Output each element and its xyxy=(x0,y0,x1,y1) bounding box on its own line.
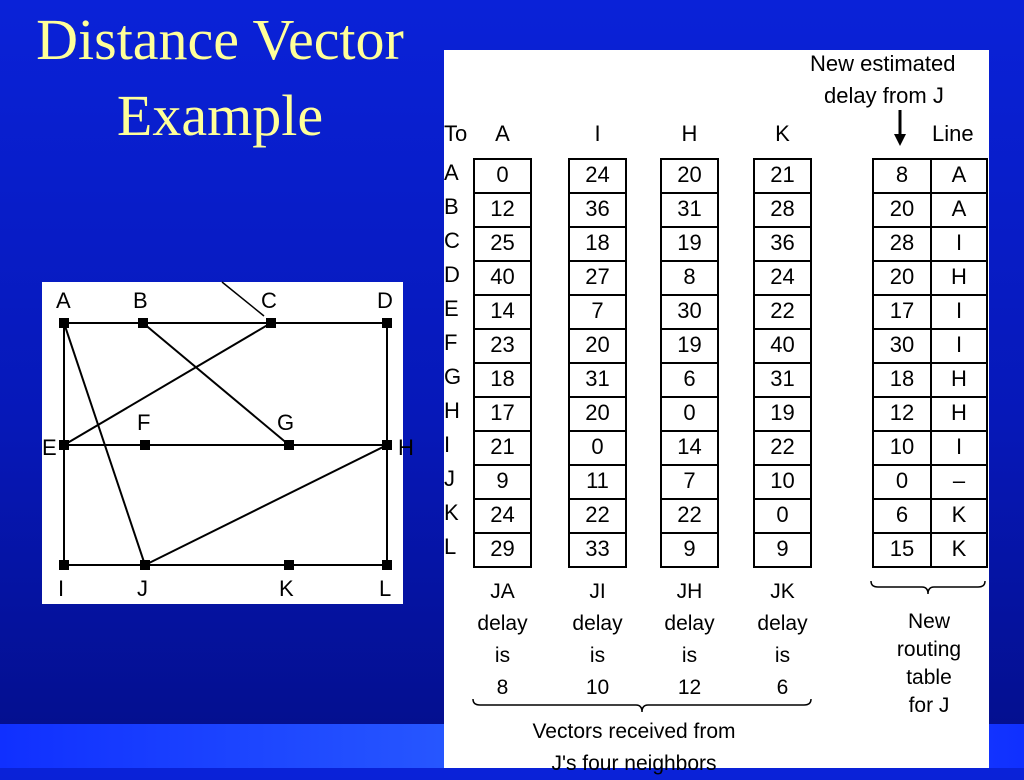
neighbor-k-delay-cell: 22 xyxy=(753,430,812,466)
neighbor-a-delay-cell: 9 xyxy=(473,464,532,500)
new-line-cell: I xyxy=(930,226,988,262)
row-label-i: I xyxy=(444,432,451,457)
graph-node-label-j: J xyxy=(137,576,148,601)
slide-title-line-1: Distance Vector xyxy=(36,7,404,72)
row-label-h: H xyxy=(444,398,460,423)
neighbor-h-delay-cell: 22 xyxy=(660,498,719,534)
neighbor-a-delay-cell: 25 xyxy=(473,226,532,262)
neighbor-k-delay-cell: 0 xyxy=(753,498,812,534)
neighbor-a-delay-cell: 18 xyxy=(473,362,532,398)
new-line-cell: H xyxy=(930,396,988,432)
new-line-cell: I xyxy=(930,328,988,364)
row-label-b: B xyxy=(444,194,459,219)
new-table-caption-line-3: table xyxy=(906,666,952,689)
vectors-brace xyxy=(472,698,812,714)
neighbor-h-delay-cell: 14 xyxy=(660,430,719,466)
new-delay-cell: 0 xyxy=(872,464,932,500)
graph-node-d xyxy=(382,318,392,328)
graph-node-label-c: C xyxy=(261,288,277,313)
neighbor-k-delay-cell: 36 xyxy=(753,226,812,262)
vectors-caption-line-2: J's four neighbors xyxy=(551,752,717,775)
routing-table-panel xyxy=(444,50,989,775)
neighbor-h-delay-cell: 30 xyxy=(660,294,719,330)
neighbor-header-h: H xyxy=(681,121,698,146)
graph-node-label-g: G xyxy=(277,410,295,435)
graph-edge-b-g xyxy=(143,323,289,445)
neighbor-h-delay-cell: 7 xyxy=(660,464,719,500)
down-arrow-icon xyxy=(892,110,908,150)
neighbor-a-delay-cell: 23 xyxy=(473,328,532,364)
new-line-cell: A xyxy=(930,192,988,228)
neighbor-i-delay-cell: 20 xyxy=(568,396,627,432)
neighbor-i-delay-cell: 11 xyxy=(568,464,627,500)
graph-node-label-l: L xyxy=(379,576,392,601)
neighbor-i-delay-cell: 20 xyxy=(568,328,627,364)
neighbor-a-caption-is: is xyxy=(494,644,511,667)
new-delay-cell: 15 xyxy=(872,532,932,568)
graph-node-g xyxy=(284,440,294,450)
neighbor-a-delay-cell: 24 xyxy=(473,498,532,534)
new-delay-cell: 10 xyxy=(872,430,932,466)
graph-node-i xyxy=(59,560,69,570)
neighbor-k-delay-cell: 24 xyxy=(753,260,812,296)
neighbor-k-caption-is: is xyxy=(774,644,791,667)
neighbor-h-delay-cell: 20 xyxy=(660,158,719,194)
neighbor-h-caption-is: is xyxy=(681,644,698,667)
neighbor-k-delay-cell: 22 xyxy=(753,294,812,330)
row-label-k: K xyxy=(444,500,459,525)
graph-edge-j-h xyxy=(145,445,387,565)
neighbor-a-delay-cell: 21 xyxy=(473,430,532,466)
neighbor-header-i: I xyxy=(594,121,601,146)
new-line-cell: I xyxy=(930,430,988,466)
neighbor-i-caption-delay: delay xyxy=(572,612,623,635)
new-line-cell: I xyxy=(930,294,988,330)
graph-edge-e-c xyxy=(64,323,271,445)
new-estimated-label-line-2: delay from J xyxy=(824,83,944,108)
neighbor-i-caption-name: JI xyxy=(589,580,606,603)
neighbor-k-delay-cell: 21 xyxy=(753,158,812,194)
neighbor-h-caption-delay: delay xyxy=(664,612,715,635)
new-delay-cell: 18 xyxy=(872,362,932,398)
neighbor-h-delay-cell: 31 xyxy=(660,192,719,228)
neighbor-a-delay-cell: 17 xyxy=(473,396,532,432)
neighbor-i-caption-value: 10 xyxy=(585,676,610,699)
row-label-g: G xyxy=(444,364,462,389)
graph-node-f xyxy=(140,440,150,450)
graph-node-k xyxy=(284,560,294,570)
new-estimated-label-line-1: New estimated xyxy=(810,51,956,76)
graph-node-label-e: E xyxy=(42,435,57,460)
graph-node-j xyxy=(140,560,150,570)
neighbor-k-delay-cell: 9 xyxy=(753,532,812,568)
row-label-e: E xyxy=(444,296,459,321)
incoming-arrow-line xyxy=(222,282,264,316)
graph-node-l xyxy=(382,560,392,570)
new-delay-cell: 20 xyxy=(872,260,932,296)
row-label-j: J xyxy=(444,466,455,491)
slide-title xyxy=(10,2,430,154)
graph-node-h xyxy=(382,440,392,450)
neighbor-i-delay-cell: 0 xyxy=(568,430,627,466)
new-table-caption-line-1: New xyxy=(907,610,950,633)
row-label-d: D xyxy=(444,262,460,287)
graph-node-label-f: F xyxy=(137,410,151,435)
neighbor-a-caption-value: 8 xyxy=(496,676,509,699)
neighbor-k-delay-cell: 40 xyxy=(753,328,812,364)
neighbor-h-delay-cell: 0 xyxy=(660,396,719,432)
new-line-cell: H xyxy=(930,260,988,296)
graph-node-label-k: K xyxy=(279,576,294,601)
neighbor-a-delay-cell: 29 xyxy=(473,532,532,568)
neighbor-a-delay-cell: 12 xyxy=(473,192,532,228)
new-line-cell: A xyxy=(930,158,988,194)
neighbor-i-delay-cell: 24 xyxy=(568,158,627,194)
neighbor-k-delay-cell: 28 xyxy=(753,192,812,228)
neighbor-a-delay-cell: 14 xyxy=(473,294,532,330)
neighbor-k-delay-cell: 31 xyxy=(753,362,812,398)
new-line-cell: – xyxy=(930,464,988,500)
slide-title-line-2: Example xyxy=(116,83,324,148)
new-table-caption-line-2: routing xyxy=(896,638,962,661)
new-line-cell: H xyxy=(930,362,988,398)
new-line-cell: K xyxy=(930,498,988,534)
neighbor-header-a: A xyxy=(495,121,510,146)
new-delay-cell: 20 xyxy=(872,192,932,228)
neighbor-h-delay-cell: 19 xyxy=(660,226,719,262)
neighbor-i-delay-cell: 18 xyxy=(568,226,627,262)
new-delay-cell: 30 xyxy=(872,328,932,364)
network-graph-svg xyxy=(42,282,414,604)
neighbor-a-delay-cell: 40 xyxy=(473,260,532,296)
neighbor-k-caption-delay: delay xyxy=(757,612,808,635)
network-graph xyxy=(42,282,414,604)
row-label-f: F xyxy=(444,330,458,355)
new-delay-cell: 12 xyxy=(872,396,932,432)
neighbor-a-caption-delay: delay xyxy=(477,612,528,635)
neighbor-i-delay-cell: 31 xyxy=(568,362,627,398)
to-header: To xyxy=(444,121,468,146)
line-header: Line xyxy=(932,121,974,146)
row-label-c: C xyxy=(444,228,460,253)
neighbor-i-caption-is: is xyxy=(589,644,606,667)
neighbor-h-caption-name: JH xyxy=(676,580,703,603)
neighbor-k-delay-cell: 10 xyxy=(753,464,812,500)
row-label-a: A xyxy=(444,160,459,185)
neighbor-i-delay-cell: 27 xyxy=(568,260,627,296)
neighbor-k-caption-name: JK xyxy=(770,580,795,603)
neighbor-h-delay-cell: 6 xyxy=(660,362,719,398)
neighbor-i-delay-cell: 36 xyxy=(568,192,627,228)
graph-node-a xyxy=(59,318,69,328)
new-delay-cell: 6 xyxy=(872,498,932,534)
graph-node-label-h: H xyxy=(398,435,414,460)
graph-node-label-d: D xyxy=(377,288,393,313)
new-table-brace xyxy=(870,580,986,596)
neighbor-i-delay-cell: 33 xyxy=(568,532,627,568)
neighbor-h-caption-value: 12 xyxy=(677,676,702,699)
neighbor-h-delay-cell: 9 xyxy=(660,532,719,568)
new-delay-cell: 8 xyxy=(872,158,932,194)
new-delay-cell: 28 xyxy=(872,226,932,262)
neighbor-i-delay-cell: 22 xyxy=(568,498,627,534)
neighbor-i-delay-cell: 7 xyxy=(568,294,627,330)
neighbor-a-delay-cell: 0 xyxy=(473,158,532,194)
graph-node-label-i: I xyxy=(58,576,65,601)
neighbor-h-delay-cell: 8 xyxy=(660,260,719,296)
neighbor-k-caption-value: 6 xyxy=(776,676,789,699)
graph-node-b xyxy=(138,318,148,328)
graph-node-label-b: B xyxy=(133,288,148,313)
neighbor-header-k: K xyxy=(775,121,790,146)
neighbor-k-delay-cell: 19 xyxy=(753,396,812,432)
neighbor-a-caption-name: JA xyxy=(490,580,515,603)
new-delay-cell: 17 xyxy=(872,294,932,330)
new-line-cell: K xyxy=(930,532,988,568)
graph-node-c xyxy=(266,318,276,328)
vectors-caption-line-1: Vectors received from xyxy=(532,720,736,743)
row-label-l: L xyxy=(444,534,457,559)
graph-node-label-a: A xyxy=(56,288,71,313)
new-table-caption-line-4: for J xyxy=(908,694,950,717)
graph-node-e xyxy=(59,440,69,450)
neighbor-h-delay-cell: 19 xyxy=(660,328,719,364)
